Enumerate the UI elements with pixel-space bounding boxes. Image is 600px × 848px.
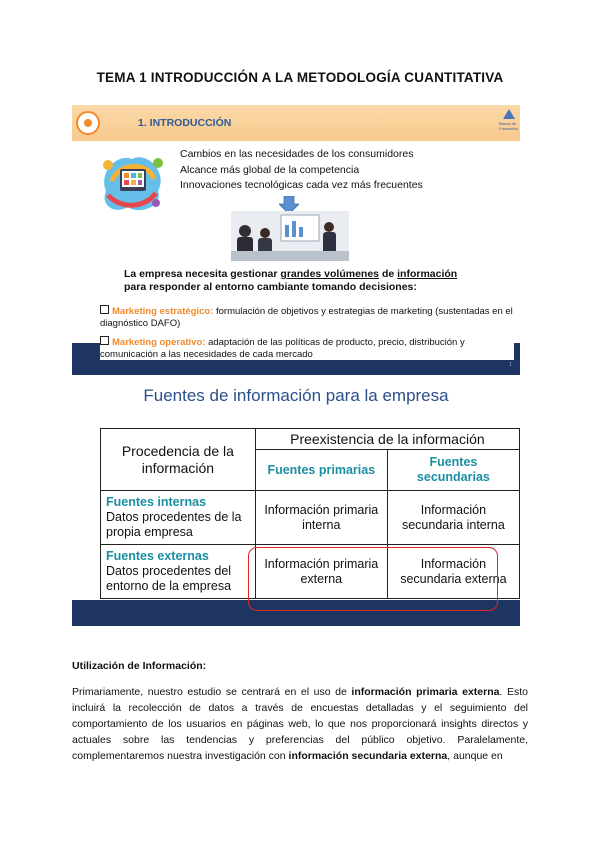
- marketing-strategic-label: Marketing estratégico:: [112, 306, 214, 317]
- marketing-strategic-item: [100, 305, 514, 329]
- table-corner-header: Procedencia de la información: [101, 429, 256, 491]
- row-label: Fuentes externas: [106, 549, 209, 563]
- slide-title: Fuentes de información para la empresa: [143, 386, 449, 405]
- highlight-outline: [248, 547, 498, 611]
- need-text: de: [379, 268, 398, 280]
- row-description: Datos procedentes del entorno de la empresa: [106, 564, 232, 593]
- bold-secondary-external: información secundaria externa: [288, 750, 448, 762]
- page-title: TEMA 1 INTRODUCCIÓN A LA METODOLOGÍA CUANTITATIVA: [96, 70, 504, 85]
- col-header-primary: [255, 450, 387, 491]
- business-meeting-photo-icon: [231, 211, 349, 261]
- slide-fuentes-informacion: [72, 376, 520, 626]
- corner-logo-text: Banca de Formación: [499, 121, 518, 131]
- slide-page-number: 1: [509, 362, 512, 368]
- row-label: Fuentes internas: [106, 495, 207, 509]
- slide-heading: 1. INTRODUCCIÓN: [138, 117, 232, 129]
- section-heading: Utilización de Información:: [72, 660, 207, 672]
- need-underlined-volumes: grandes volúmenes: [280, 268, 380, 280]
- row-header-internal: [101, 491, 256, 545]
- body-paragraph: [72, 684, 528, 764]
- col-header-secondary-text: Fuentes secundarias: [416, 455, 490, 484]
- paragraph-text: Primariamente, nuestro estudio se centrará en el uso de: [72, 686, 352, 698]
- checkbox-icon: [100, 336, 109, 345]
- corner-logo-icon: [499, 107, 519, 139]
- marketing-strategic-text: formulación de objetivos y estrategias de marketing (sustentadas en el diagnóstico DAFO): [100, 306, 513, 329]
- context-bullet-list: [180, 147, 423, 194]
- table-row: [101, 491, 520, 545]
- checkbox-icon: [100, 305, 109, 314]
- row-header-external: [101, 545, 256, 599]
- slide-introduccion: [72, 105, 520, 375]
- social-media-illustration-icon: [98, 151, 166, 213]
- table-cell: Información primaria externa: [255, 545, 387, 599]
- target-logo-icon: [76, 111, 100, 135]
- need-line-2: para responder al entorno cambiante tomando decisiones:: [124, 281, 417, 293]
- marketing-operative-text: adaptación de las políticas de producto, precio, distribución y comunicación a las necesidades de cada mercado: [100, 337, 465, 360]
- need-text: La empresa necesita gestionar: [124, 268, 281, 280]
- need-statement: [124, 268, 457, 294]
- list-item: Innovaciones tecnológicas cada vez más frecuentes: [180, 179, 423, 191]
- marketing-operative-item: [100, 336, 514, 360]
- table-cell: Información primaria interna: [255, 491, 387, 545]
- table-cell: Información secundaria interna: [387, 491, 519, 545]
- list-item: Cambios en las necesidades de los consumidores: [180, 148, 414, 160]
- paragraph-text: , aunque en: [447, 750, 503, 762]
- bold-primary-external: información primaria externa: [351, 686, 500, 698]
- list-item: Alcance más global de la competencia: [180, 163, 360, 176]
- col-header-secondary: [387, 450, 519, 491]
- col-header-primary-text: Fuentes primarias: [267, 462, 376, 477]
- marketing-operative-label: Marketing operativo:: [112, 337, 206, 348]
- paragraph-text: . Esto incluirá la recolección de datos a través de encuestas detalladas y el seguimiento del comportamiento de los usuarios en páginas web, lo que nos proporcionará insights directos y actuales sobre las tendencias y preferencias del público objetivo. Paralelamente, complementaremos nuestra investigación con: [72, 686, 528, 762]
- table-row: [101, 429, 520, 450]
- need-underlined-information: información: [397, 268, 458, 280]
- table-group-header: Preexistencia de la información: [255, 429, 519, 450]
- row-description: Datos procedentes de la propia empresa: [106, 510, 242, 539]
- table-cell: Información secundaria externa: [387, 545, 519, 599]
